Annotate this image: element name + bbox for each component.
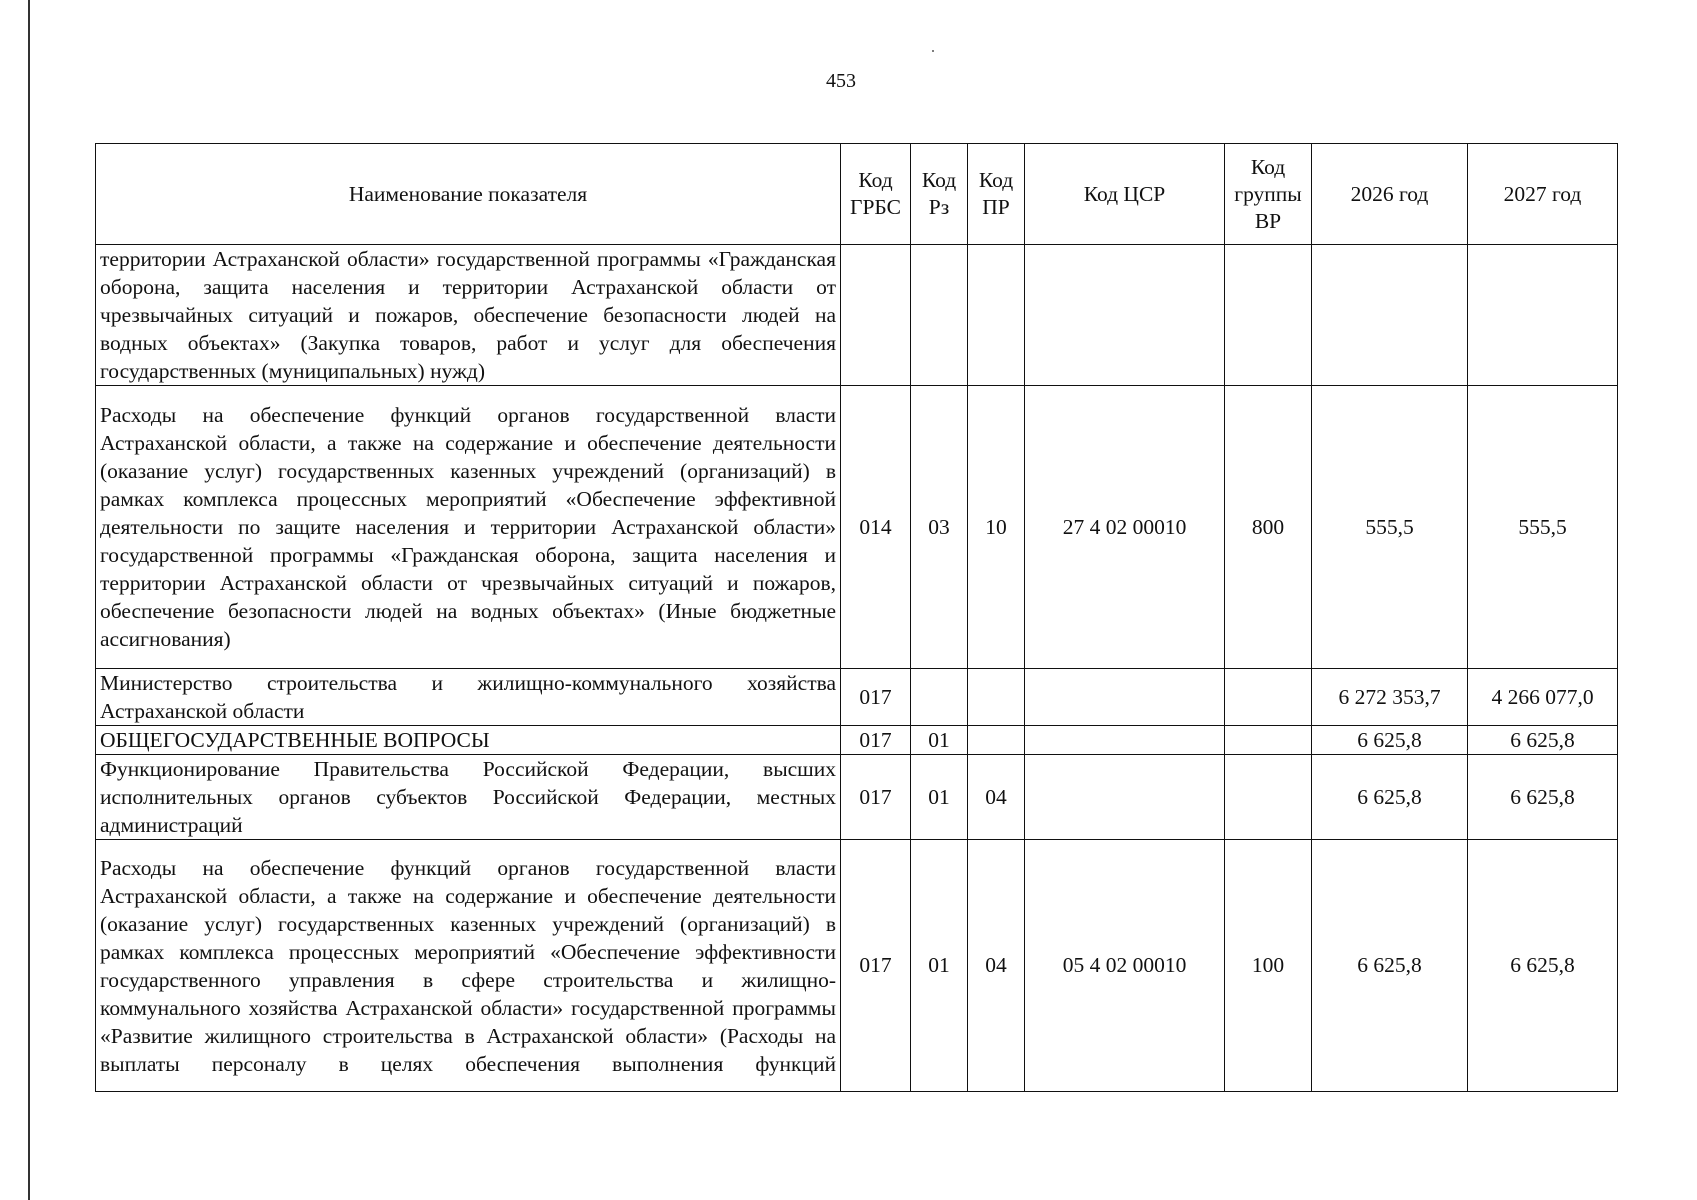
row-csr [1025,755,1225,840]
row-grbs [841,245,911,386]
row-vr [1225,726,1312,755]
row-vr: 100 [1225,840,1312,1092]
row-pr [968,669,1025,726]
row-2027: 6 625,8 [1468,840,1618,1092]
row-grbs: 014 [841,386,911,669]
row-pr [968,726,1025,755]
row-rz [911,669,968,726]
header-2027: 2027 год [1468,144,1618,245]
row-2026 [1312,245,1468,386]
row-csr: 05 4 02 00010 [1025,840,1225,1092]
table-row [96,755,1618,840]
row-2027 [1468,245,1618,386]
table-header-row [96,144,1618,245]
row-2027: 555,5 [1468,386,1618,669]
row-vr [1225,669,1312,726]
header-pr: Код ПР [968,144,1025,245]
row-name: Расходы на обеспечение функций органов государственной власти Астраханской области, а также на содержание и обеспечение деятельности (оказание услуг) государственных казенных учреждений (организаций) в рамках комплекса процессных мероприятий «Обеспечение эффективности государственного управления в сфере строительства и жилищно-коммунального хозяйства Астраханской области» государственной программы «Развитие жилищного строительства в Астраханской области» (Расходы на выплаты персоналу в целях обеспечения выполнения функций [96,840,841,1092]
row-2027: 6 625,8 [1468,726,1618,755]
header-rz: Код Рз [911,144,968,245]
row-grbs: 017 [841,726,911,755]
table-row [96,245,1618,386]
row-grbs: 017 [841,840,911,1092]
row-2026: 6 272 353,7 [1312,669,1468,726]
row-rz: 01 [911,755,968,840]
table-row [96,726,1618,755]
row-grbs: 017 [841,755,911,840]
header-name: Наименование показателя [96,144,841,245]
row-2026: 6 625,8 [1312,840,1468,1092]
header-vr: Код группы ВР [1225,144,1312,245]
row-name: территории Астраханской области» государственной программы «Гражданская оборона, защита населения и территории Астраханской области от чрезвычайных ситуаций и пожаров, обеспечение безопасности людей на водных объектах» (Закупка товаров, работ и услуг для обеспечения государственных (муниципальных) нужд) [96,245,841,386]
row-2026: 6 625,8 [1312,726,1468,755]
row-pr: 04 [968,840,1025,1092]
header-grbs: Код ГРБС [841,144,911,245]
row-grbs: 017 [841,669,911,726]
table-row [96,669,1618,726]
table-row [96,840,1618,1092]
header-2026: 2026 год [1312,144,1468,245]
scan-speck [932,50,934,52]
left-margin-line [28,0,30,1200]
row-pr: 04 [968,755,1025,840]
row-vr [1225,245,1312,386]
row-name: ОБЩЕГОСУДАРСТВЕННЫЕ ВОПРОСЫ [96,726,841,755]
row-rz [911,245,968,386]
row-vr: 800 [1225,386,1312,669]
row-rz: 01 [911,840,968,1092]
row-vr [1225,755,1312,840]
budget-table [95,143,1618,1092]
row-name: Министерство строительства и жилищно-коммунального хозяйства Астраханской области [96,669,841,726]
table-row [96,386,1618,669]
row-2027: 4 266 077,0 [1468,669,1618,726]
row-2027: 6 625,8 [1468,755,1618,840]
row-pr [968,245,1025,386]
row-name: Функционирование Правительства Российской Федерации, высших исполнительных органов субъектов Российской Федерации, местных администраций [96,755,841,840]
row-csr [1025,669,1225,726]
row-name: Расходы на обеспечение функций органов государственной власти Астраханской области, а также на содержание и обеспечение деятельности (оказание услуг) государственных казенных учреждений (организаций) в рамках комплекса процессных мероприятий «Обеспечение эффективной деятельности по защите населения и территории Астраханской области» государственной программы «Гражданская оборона, защита населения и территории Астраханской области от чрезвычайных ситуаций и пожаров, обеспечение безопасности людей на водных объектах» (Иные бюджетные ассигнования) [96,386,841,669]
header-csr: Код ЦСР [1025,144,1225,245]
row-csr [1025,726,1225,755]
row-rz: 03 [911,386,968,669]
row-pr: 10 [968,386,1025,669]
row-csr: 27 4 02 00010 [1025,386,1225,669]
row-rz: 01 [911,726,968,755]
row-2026: 555,5 [1312,386,1468,669]
row-2026: 6 625,8 [1312,755,1468,840]
row-csr [1025,245,1225,386]
page-number: 453 [826,70,856,92]
